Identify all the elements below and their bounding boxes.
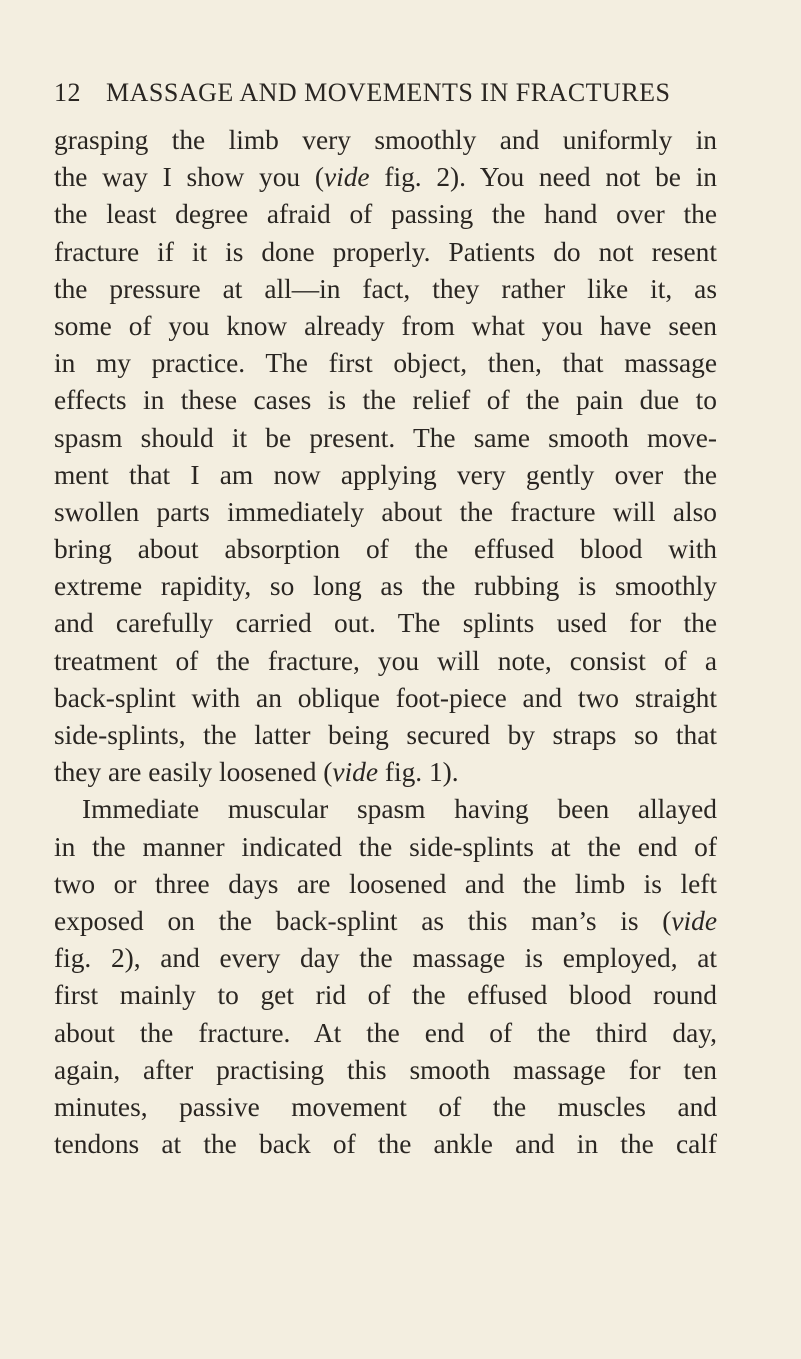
text-line: two or three days are loosened and the limb is left bbox=[54, 868, 717, 899]
text-line: effects in these cases is the relief of the pain due to bbox=[54, 385, 717, 416]
text-line: they are easily loosened (vide fig. 1). bbox=[54, 757, 459, 788]
text-line: in my practice. The first object, then, that massage bbox=[54, 348, 717, 379]
text-line: bring about absorption of the effused blood with bbox=[54, 534, 717, 565]
text-line: grasping the limb very smoothly and uniformly in bbox=[54, 125, 717, 155]
text-line: the least degree afraid of passing the hand over the bbox=[54, 199, 717, 230]
text-line: swollen parts immediately about the fracture will also bbox=[54, 496, 717, 527]
text-line: treatment of the fracture, you will note, consist of a bbox=[54, 645, 717, 676]
text-line: again, after practising this smooth massage for ten bbox=[54, 1054, 717, 1085]
text-line: first mainly to get rid of the effused blood round bbox=[54, 980, 717, 1011]
text-line: fig. 2), and every day the massage is employed, at bbox=[54, 943, 717, 974]
text-line: in the manner indicated the side-splints at the end of bbox=[54, 831, 717, 862]
text-line: spasm should it be present. The same smooth move- bbox=[54, 422, 717, 453]
text-line: and carefully carried out. The splints used for the bbox=[54, 608, 717, 639]
text-line: tendons at the back of the ankle and in the calf bbox=[54, 1129, 717, 1160]
text-line: the way I show you (vide fig. 2). You need not be in bbox=[54, 162, 717, 193]
text-line: exposed on the back-splint as this man’s is (vide bbox=[54, 905, 717, 936]
running-head bbox=[54, 78, 717, 122]
text-line: about the fracture. At the end of the third day, bbox=[54, 1017, 717, 1048]
text-line: extreme rapidity, so long as the rubbing is smoothly bbox=[54, 571, 717, 602]
running-head-title: MASSAGE AND MOVEMENTS IN FRACTURES bbox=[106, 78, 671, 107]
text-line: back-splint with an oblique foot-piece and two straight bbox=[54, 682, 717, 713]
text-line: some of you know already from what you have seen bbox=[54, 310, 717, 341]
page-number: 12 bbox=[54, 78, 81, 107]
body-text bbox=[54, 122, 717, 1163]
text-line: Immediate muscular spasm having been allayed bbox=[82, 794, 717, 825]
text-line: fracture if it is done properly. Patients do not resent bbox=[54, 236, 717, 267]
text-line: side-splints, the latter being secured by straps so that bbox=[54, 720, 717, 750]
text-line: minutes, passive movement of the muscles and bbox=[54, 1091, 717, 1122]
text-line: ment that I am now applying very gently over the bbox=[54, 459, 717, 490]
text-line: the pressure at all—in fact, they rather like it, as bbox=[54, 273, 717, 304]
